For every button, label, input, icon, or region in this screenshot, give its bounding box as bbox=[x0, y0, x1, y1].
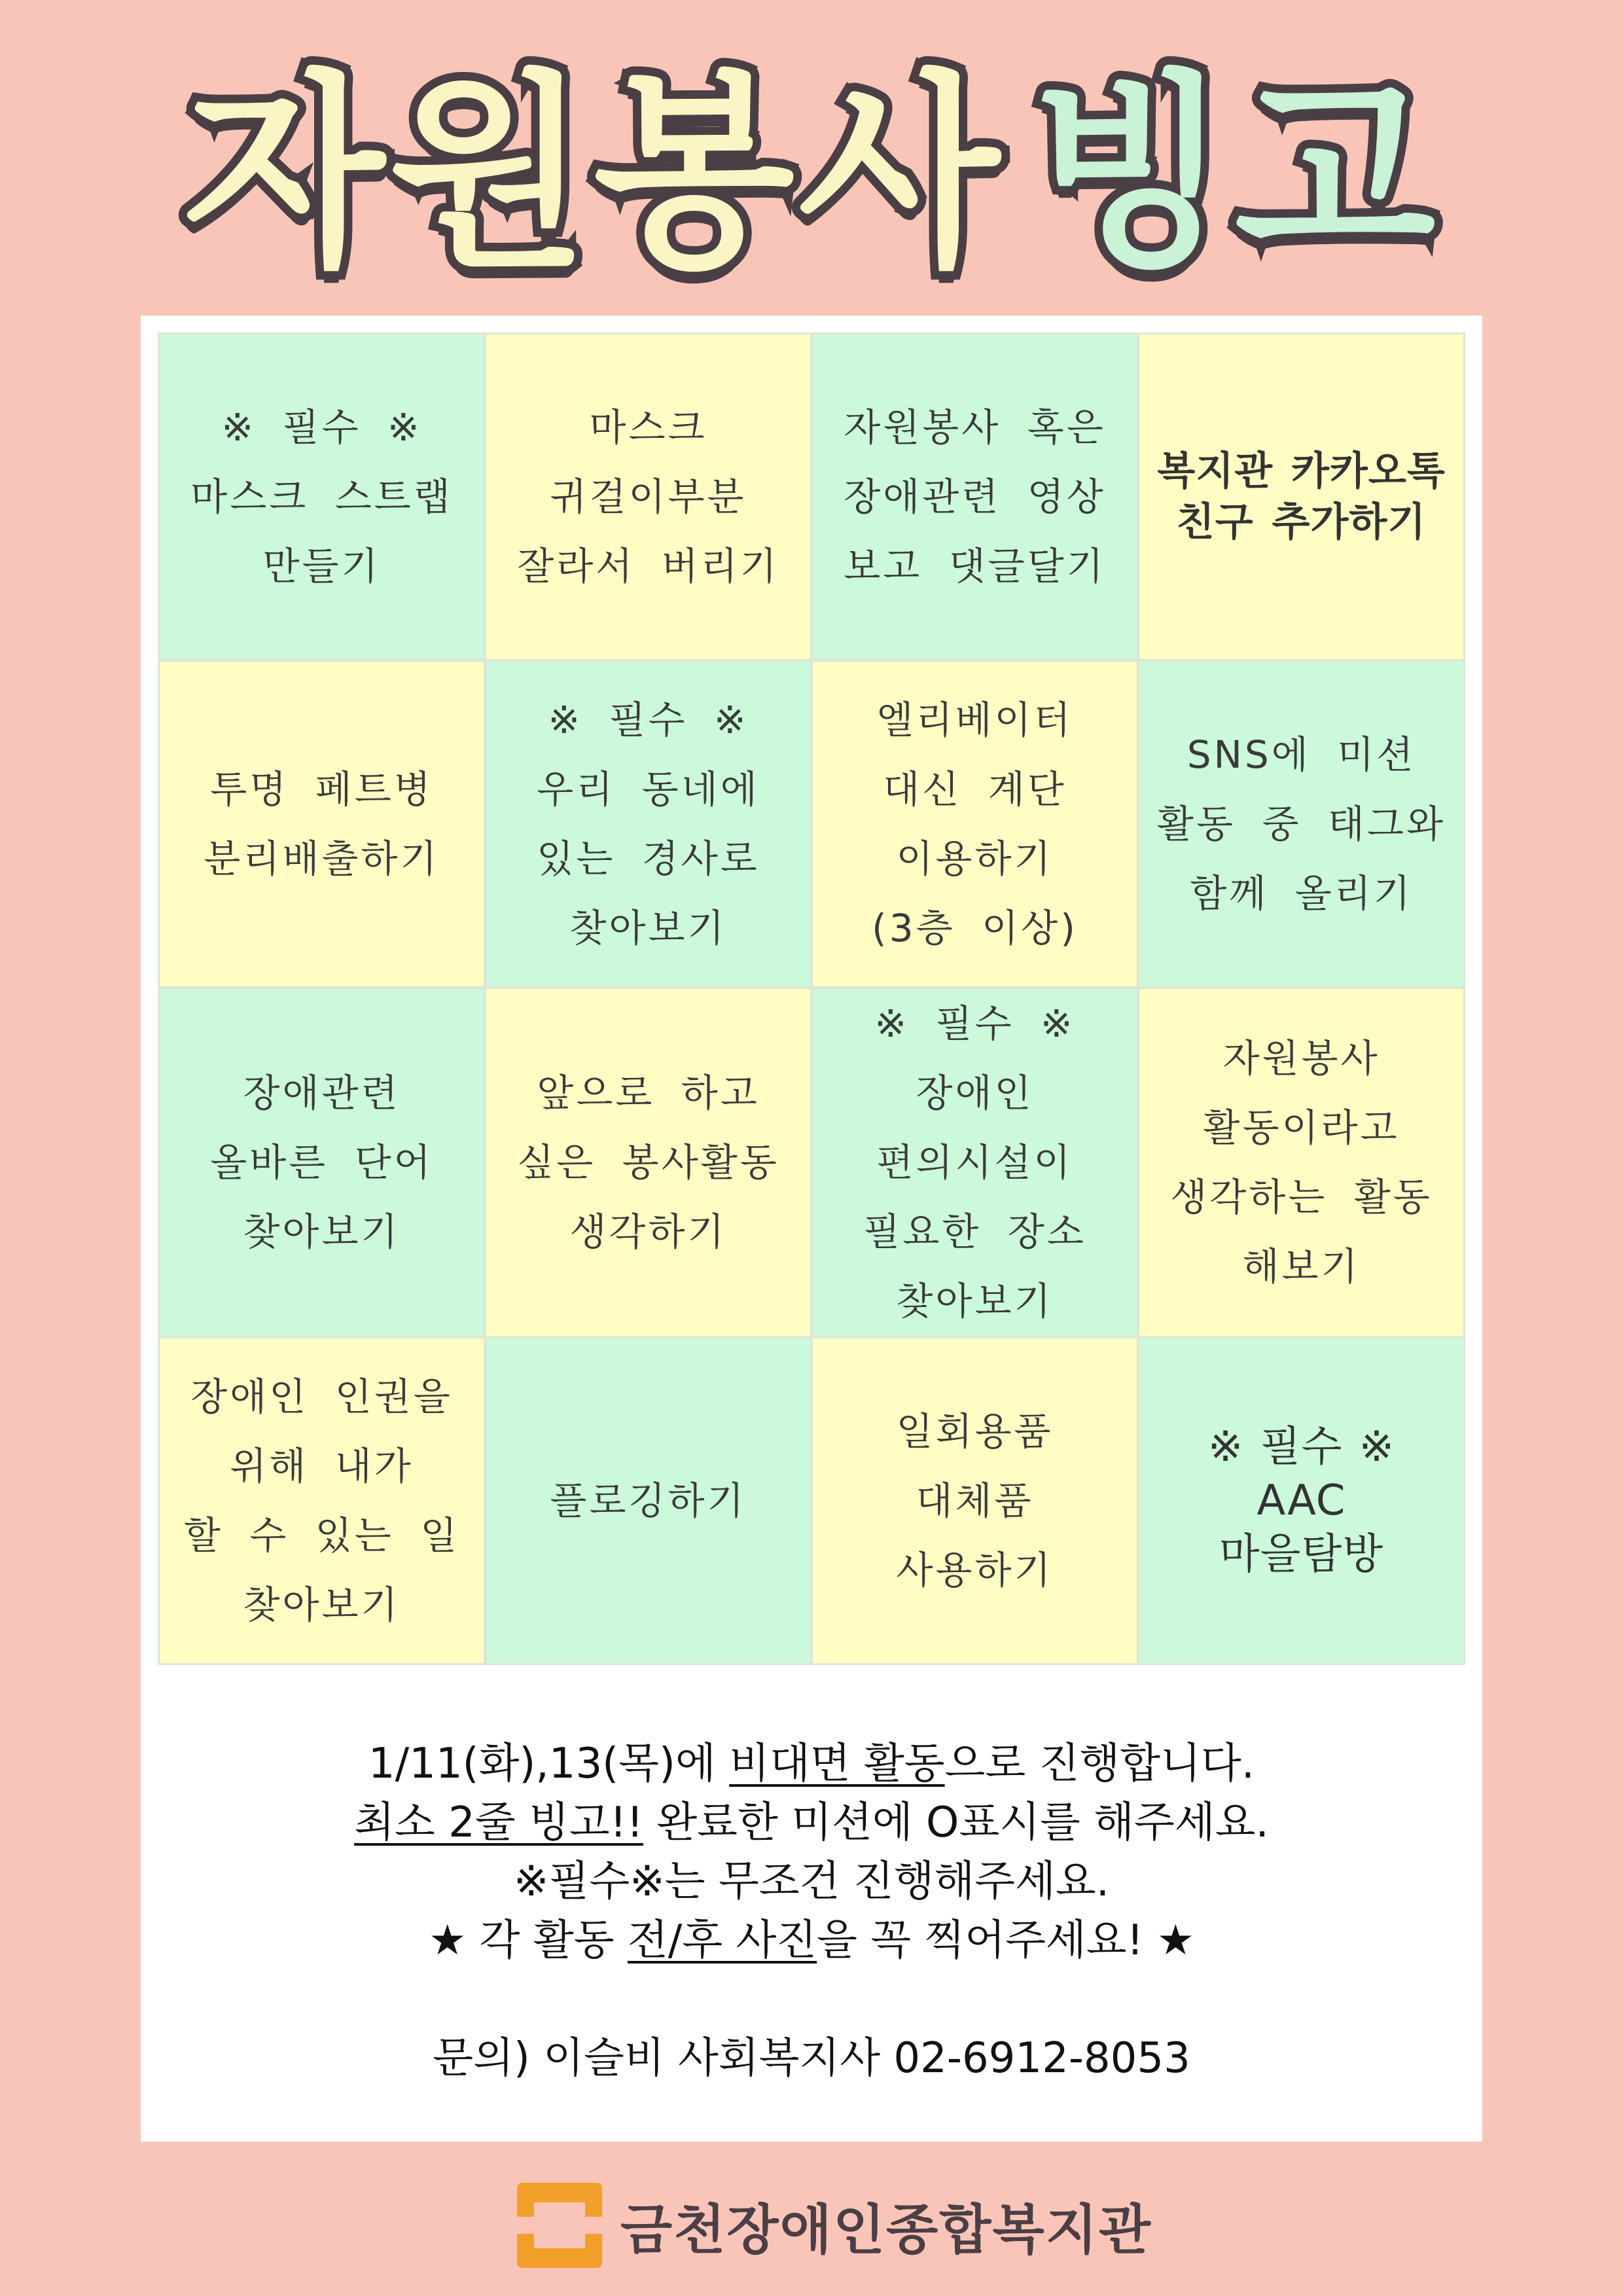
title-part-volunteer: 자원봉사 bbox=[183, 52, 1004, 295]
bingo-cell-text: 만들기 bbox=[262, 544, 381, 588]
instruction-minimum-bingo: 최소 2줄 빙고!! 완료한 미션에 O표시를 해주세요. bbox=[354, 1799, 1269, 1847]
bingo-cell-text: 잘라서 버리기 bbox=[517, 544, 779, 588]
organization-name: 금천장애인종합복지관 bbox=[620, 2198, 1152, 2261]
bingo-cell-text: SNS에 미션 bbox=[1186, 732, 1416, 777]
bingo-cell bbox=[1139, 662, 1463, 986]
bingo-board bbox=[158, 332, 1465, 1665]
bingo-cell bbox=[486, 989, 810, 1336]
bingo-cell bbox=[813, 989, 1137, 1336]
instruction-photo: ★ 각 활동 전/후 사진을 꼭 찍어주세요! ★ bbox=[429, 1916, 1194, 1965]
bingo-cell bbox=[1139, 989, 1463, 1336]
instruction-required: ※필수※는 무조건 진행해주세요. bbox=[513, 1857, 1110, 1906]
bingo-cell-text: 편의시설이 bbox=[876, 1140, 1073, 1185]
bingo-cell-text: 함께 올리기 bbox=[1190, 871, 1413, 916]
bingo-cell-text: 찾아보기 bbox=[896, 1279, 1054, 1323]
bingo-cell-text: 마스크 bbox=[589, 405, 707, 450]
bingo-cell bbox=[160, 662, 484, 986]
bingo-cell-text: 있는 경사로 bbox=[537, 836, 760, 881]
bingo-cell bbox=[486, 334, 810, 659]
bingo-cell-text: 해보기 bbox=[1242, 1244, 1361, 1289]
bingo-cell-text: 장애관련 bbox=[243, 1071, 401, 1115]
bingo-cell-text: 일회용품 bbox=[896, 1409, 1054, 1454]
bingo-cell-text: 자원봉사 bbox=[1222, 1036, 1380, 1081]
bingo-cell-text: (3층 이상) bbox=[872, 906, 1078, 950]
bingo-cell-text: ※ 필수 ※ bbox=[874, 1001, 1075, 1046]
bingo-cell-text: 장애인 인권을 bbox=[190, 1374, 453, 1419]
bingo-cell-text: 투명 페트병 bbox=[210, 767, 433, 812]
bingo-cell-text: 싶은 봉사활동 bbox=[517, 1140, 779, 1185]
footer-logo bbox=[517, 2179, 1152, 2271]
bingo-cell-text: 귀걸이부분 bbox=[550, 475, 747, 519]
bingo-cell-text: 이용하기 bbox=[896, 836, 1054, 881]
bingo-cell-text: 복지관 카카오톡 bbox=[1157, 448, 1446, 494]
bingo-cell-text: 대신 계단 bbox=[883, 767, 1067, 812]
bingo-cell-text: 분리배출하기 bbox=[204, 836, 440, 881]
bingo-cell-text: 친구 추가하기 bbox=[1176, 499, 1427, 545]
bingo-cell-text: 생각하는 활동 bbox=[1170, 1175, 1433, 1219]
bingo-cell bbox=[160, 334, 484, 659]
bingo-cell-text: 찾아보기 bbox=[243, 1210, 401, 1254]
bingo-cell bbox=[1139, 1338, 1463, 1663]
bingo-cell-text: 활동 중 태그와 bbox=[1156, 802, 1446, 846]
bingo-cell bbox=[813, 1338, 1137, 1663]
bingo-cell-text: 엘리베이터 bbox=[876, 698, 1073, 742]
bingo-cell-text: 플로깅하기 bbox=[550, 1479, 747, 1523]
bingo-cell-text: 앞으로 하고 bbox=[537, 1071, 760, 1115]
title-part-bingo: 빙고 bbox=[1029, 52, 1440, 295]
bingo-cell-text: 대체품 bbox=[916, 1479, 1034, 1523]
page-title bbox=[0, 36, 1623, 311]
bingo-cell-text: 장애인 bbox=[916, 1071, 1034, 1115]
bingo-cell bbox=[1139, 334, 1463, 659]
bingo-cell-text: 활동이라고 bbox=[1203, 1105, 1400, 1150]
content-panel bbox=[141, 315, 1482, 2142]
bingo-cell-text: 올바른 단어 bbox=[210, 1140, 433, 1185]
bingo-cell-text: ※ 필수 ※ bbox=[221, 405, 422, 450]
bingo-cell-text: ※ 필수 ※ bbox=[548, 698, 749, 742]
bingo-cell bbox=[486, 1338, 810, 1663]
contact-info: 문의) 이슬비 사회복지사 02-6912-8053 bbox=[433, 2034, 1190, 2083]
bingo-cell-text: 위해 내가 bbox=[230, 1444, 414, 1488]
bingo-cell-text: 할 수 있는 일 bbox=[183, 1513, 460, 1558]
bingo-cell-text: 사용하기 bbox=[896, 1548, 1054, 1592]
instruction-schedule: 1/11(화),13(목)에 비대면 활동으로 진행합니다. bbox=[368, 1740, 1255, 1788]
bingo-cell-text: 찾아보기 bbox=[243, 1583, 401, 1627]
bingo-cell bbox=[813, 334, 1137, 659]
bingo-cell-text: 필요한 장소 bbox=[863, 1210, 1086, 1254]
bingo-cell-text: ※ 필수 ※ bbox=[1207, 1423, 1395, 1471]
orange-square-logo-icon bbox=[517, 2183, 602, 2268]
bingo-cell bbox=[160, 989, 484, 1336]
bingo-cell-text: 장애관련 영상 bbox=[844, 475, 1106, 519]
bingo-cell-text: 찾아보기 bbox=[569, 906, 727, 950]
bingo-cell-text: 마스크 스트랩 bbox=[190, 475, 453, 519]
bingo-cell bbox=[486, 662, 810, 986]
bingo-cell-text: 생각하기 bbox=[569, 1210, 727, 1254]
bingo-cell-text: 보고 댓글달기 bbox=[844, 544, 1106, 588]
bingo-cell-text: 우리 동네에 bbox=[537, 767, 760, 812]
bingo-cell bbox=[813, 662, 1137, 986]
instructions bbox=[141, 1734, 1482, 2088]
bingo-cell-text: 자원봉사 혹은 bbox=[844, 405, 1106, 450]
bingo-cell-text: 마을탐방 bbox=[1219, 1530, 1384, 1579]
bingo-cell bbox=[160, 1338, 484, 1663]
bingo-cell-text: AAC bbox=[1257, 1477, 1346, 1525]
